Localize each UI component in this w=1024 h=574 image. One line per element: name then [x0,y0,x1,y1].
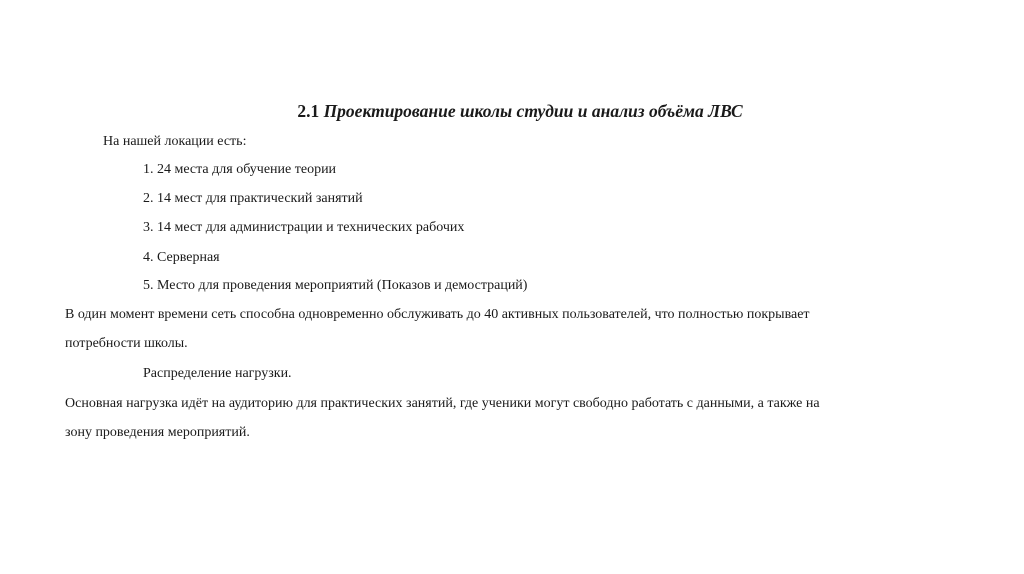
load-distribution-subheading: Распределение нагрузки. [143,366,292,381]
list-item: 3. 14 мест для администрации и технических рабочих [143,220,465,235]
paragraph-capacity-line1: В один момент времени сеть способна одновременно обслуживать до 40 активных пользователей, что полностью покрывает [65,307,810,322]
section-heading [0,101,1024,122]
heading-number: 2.1 [297,101,320,121]
intro-text: На нашей локации есть: [103,134,247,149]
list-item: 2. 14 мест для практический занятий [143,191,363,206]
heading-text: Проектирование школы студии и анализ объёма ЛВС [323,101,743,121]
paragraph-load-line2: зону проведения мероприятий. [65,425,250,440]
paragraph-capacity-line2: потребности школы. [65,336,188,351]
list-item: 4. Серверная [143,250,220,265]
list-item: 1. 24 места для обучение теории [143,162,337,177]
paragraph-load-line1: Основная нагрузка идёт на аудиторию для практических занятий, где ученики могут свободно работать с данными, а также на [65,396,820,411]
list-item: 5. Место для проведения мероприятий (Показов и демостраций) [143,278,528,293]
